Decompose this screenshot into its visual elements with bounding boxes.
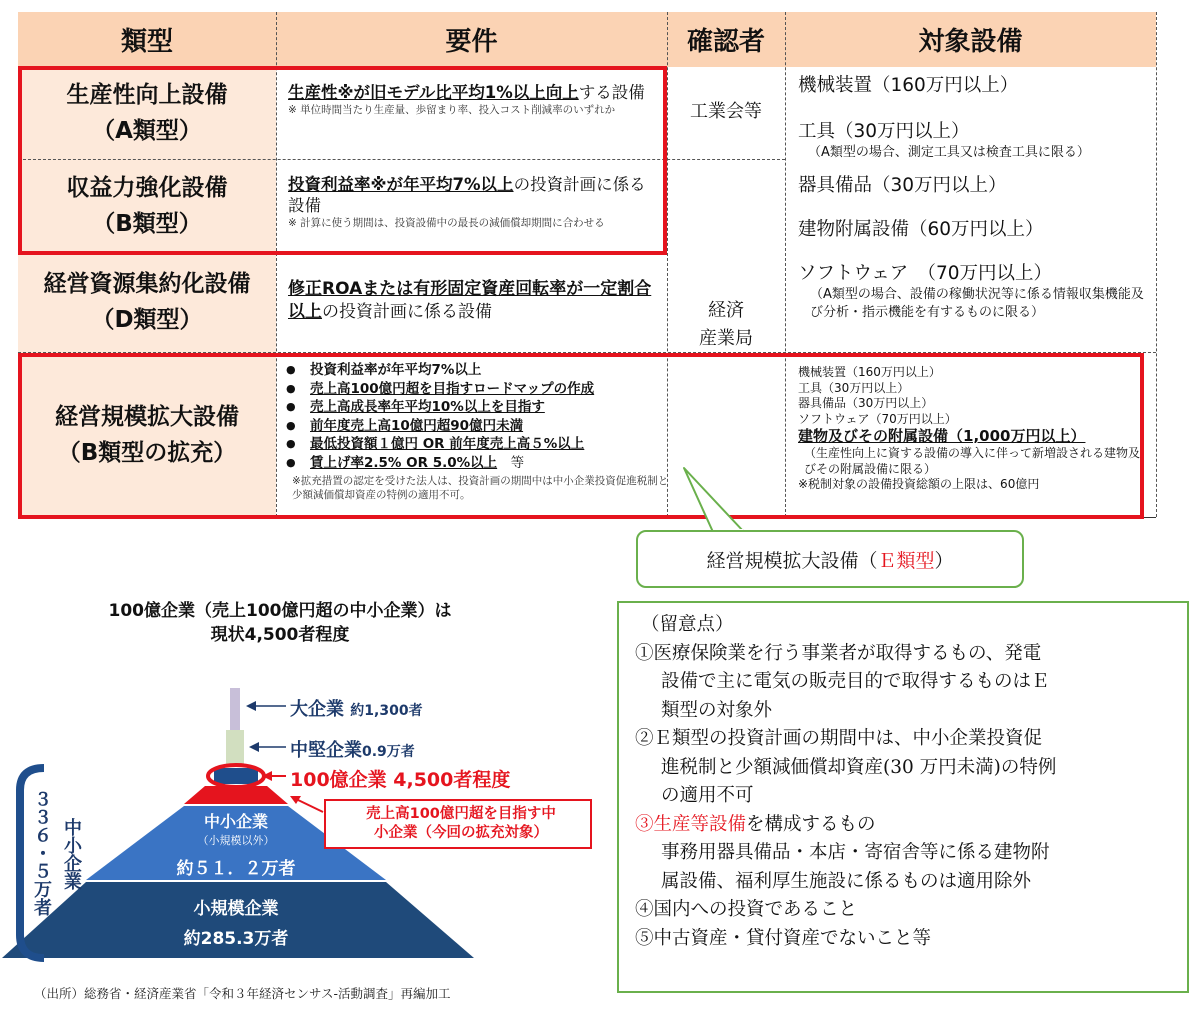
hundred-oku-layer [214,768,258,784]
target-note-line1: 売上高100億円超を目指す中 [366,806,556,822]
arrow-icon [249,742,259,752]
note-item-4: ④国内への投資であること [635,899,858,920]
header-confirmer: 確認者 [667,12,785,67]
note-item-1: ①医療保険業を行う事業者が取得するもの、発電 [635,642,1042,664]
note-item-3-cont: 属設備、福利厚生施設に係るものは適用除外 [661,870,1032,892]
sme-layer-label [136,809,336,879]
note-item-1-cont: 設備で主に電気の販売目的で取得するものはＥ [661,671,1050,692]
note-item-5: ⑤中古資産・貸付資産でないこと等 [635,927,932,949]
source-note: （出所）総務省・経済産業省「令和３年経済センサス-活動調査」再編加工 [34,986,451,1001]
target-band [184,786,288,804]
callout-text: 経営規模拡大設備（ [706,549,878,572]
req-e-bullet: ● 売上高100億円超を目指すロードマップの作成 [286,380,671,399]
req-e-bullet: ● 投資利益率が年平均7%以上 [286,361,671,380]
req-b-rest: の投資計画に係る設備 [288,175,646,215]
eq-machinery: 機械装置（160万円以上） [798,75,1019,96]
header-type: 類型 [18,12,276,67]
type-b-code: （B類型） [92,210,202,237]
header-equipment: 対象設備 [785,12,1156,67]
eq-e-tools: 工具（30万円以上） [798,380,910,395]
req-d-em: 修正ROAまたは有形固定資産回転率が一定割合以上 [288,279,652,322]
req-e-note: ※拡充措置の認定を受けた法人は、投資計画の期間中は中小企業投資促進税制と少額減価償却資産の特例の適用不可。 [292,475,669,501]
sme-sub: （小規模以外） [197,834,275,847]
e-type-callout [636,530,1024,588]
req-d-rest: の投資計画に係る設備 [322,302,492,322]
req-e-bullet: ● 前年度売上高10億円超90億円未満 [286,417,671,436]
type-a-name: 生産性向上設備 [66,82,228,108]
eq-software-note: （A類型の場合、設備の稼働状況等に係る情報収集機能及び分析・指示機能を有するものに限る） [810,287,1144,320]
small-label: 小規模企業 [193,899,279,919]
note-item-3-cont: 事務用器具備品・本店・寄宿舎等に係る建物附 [661,842,1050,863]
note-item-2: ②Ｅ類型の投資計画の期間中は、中小企業投資促 [635,728,1043,749]
callout-close: ） [934,549,954,572]
req-e-bullet: ● 売上高成長率年平均10%以上を目指す [286,398,671,417]
eq-tools-note: （A類型の場合、測定工具又は検査工具に限る） [808,145,1090,160]
small-layer-label [136,894,336,954]
bracket-label: 中小企業 [61,818,82,890]
eq-e-building-note: （生産性向上に資する設備の導入に伴って新増設される建物及びその附属設備に限る） [804,446,1141,476]
req-e-bullet-suffix: 等 [510,454,525,471]
large-enterprise-bar [230,688,240,730]
req-b-em: 投資利益率※が年平均7%以上 [288,175,514,194]
req-b-note: ※ 計算に使う期間は、投資設備中の最長の減価償却期間に合わせる [288,217,605,229]
type-d-code: （D類型） [91,307,203,333]
note-item-2-cont: 進税制と少額減価償却資産(30 万円未満)の特例 [661,756,1057,778]
confirmer-meti-line1: 経済 [708,300,744,321]
eq-e-fixtures: 器具備品（30万円以上） [798,396,934,410]
req-a-rest: する設備 [578,83,645,102]
type-d-name: 経営資源集約化設備 [43,271,251,297]
note-item-2-cont: の適用不可 [661,785,754,806]
eq-fixtures: 器具備品（30万円以上） [798,175,1007,196]
target-note-line2: 小企業（今回の拡充対象） [374,825,548,841]
confirmer-meti-line2: 産業局 [699,328,753,349]
eq-e-software: ソフトウェア（70万円以上） [798,411,957,426]
hundred-oku-label: 100億企業 4,500者程度 [290,769,511,791]
eq-e-building: 建物及びその附属設備（1,000万円以上） [798,427,1086,445]
req-a-note: ※ 単位時間当たり生産量、歩留まり率、投入コスト削減率のいずれか [288,104,616,116]
small-count: 約285.3万者 [183,929,289,949]
pyramid-title-line1: 100億企業（売上100億円超の中小企業）は [108,601,452,621]
pyramid-title-line2: 現状4,500者程度 [210,625,350,645]
req-e-bullet: ● 最低投資額１億円 OR 前年度売上高５%以上 [286,435,671,454]
eq-software: ソフトウェア （70万円以上） [798,263,1053,284]
arrow-icon [246,701,256,711]
mid-enterprise-bar [226,730,244,764]
type-a-code: （A類型） [92,118,202,144]
eq-e-limit: ※税制対象の設備投資総額の上限は、60億円 [798,477,1040,491]
callout-red-text: Ｅ類型 [877,549,935,572]
note-item-3: ③生産等設備を構成するもの [635,813,876,835]
eq-building: 建物附属設備（60万円以上） [798,219,1044,240]
large-enterprise-label: 大企業 約1,300者 [290,699,423,720]
bracket-total: ３３６・５万者 [31,790,52,916]
note-item-1-cont: 類型の対象外 [661,699,773,721]
confirmer-industry: 工業会等 [690,101,762,122]
eq-tools: 工具（30万円以上） [798,121,970,142]
eq-e-machinery: 機械装置（160万円以上） [798,365,941,379]
req-a-em: 生産性※が旧モデル比平均1%以上向上 [288,83,579,102]
req-e-bullet: ● 賃上げ率2.5% OR 5.0%以上 等 [286,454,671,473]
sme-count: 約５１．２万者 [176,859,296,879]
type-b-name: 収益力強化設備 [66,174,228,201]
mid-enterprise-label: 中堅企業0.9万者 [290,740,415,761]
sme-label: 中小企業 [203,812,268,831]
header-requirement: 要件 [276,12,667,67]
type-e-name: 経営規模拡大設備 [55,403,239,430]
notes-title: （留意点） [641,614,734,635]
type-e-code: （B類型の拡充） [57,439,237,466]
target-note [330,805,592,843]
